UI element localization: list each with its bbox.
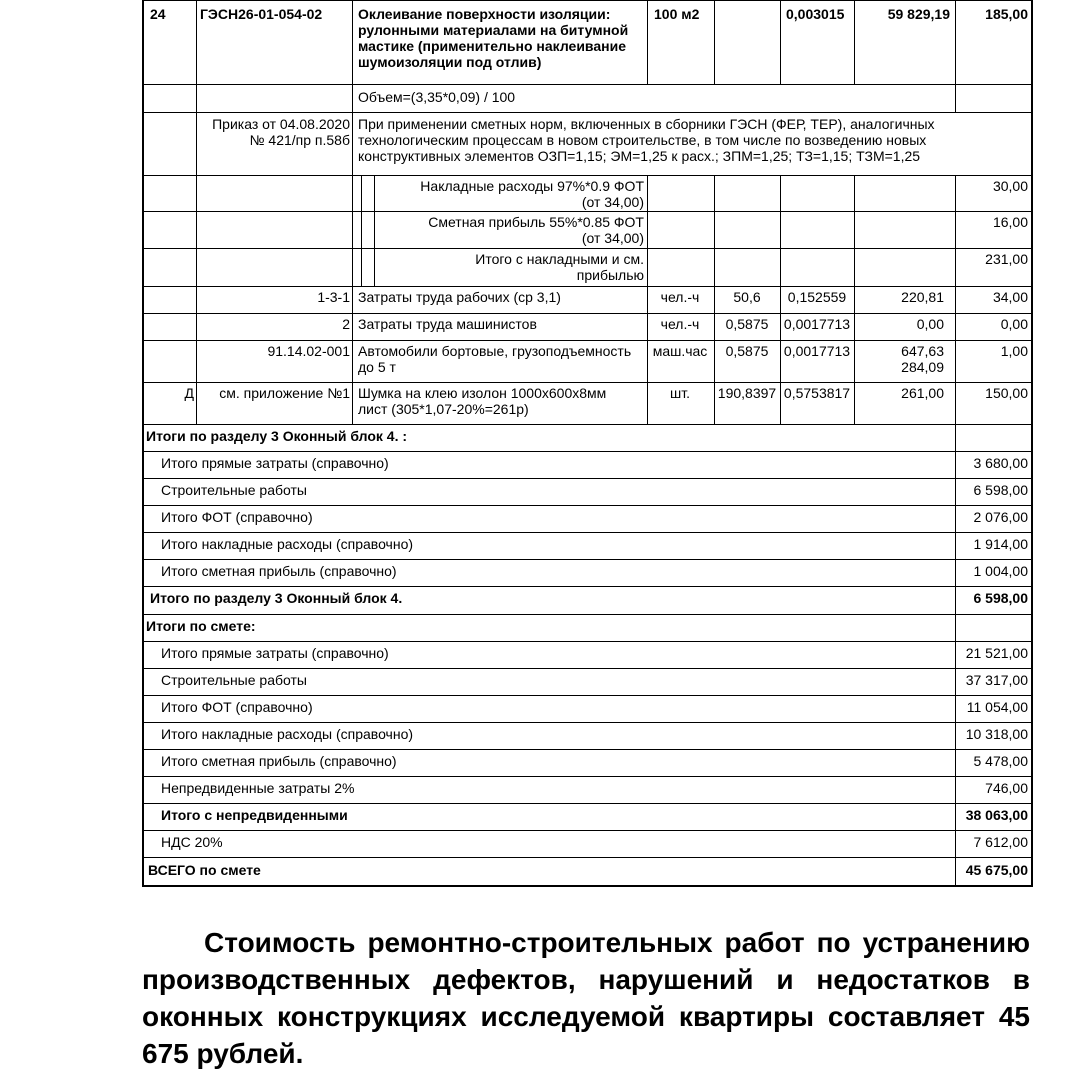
col-line-order-1	[352, 112, 353, 175]
section-row-label: Итого накладные расходы (справочно)	[161, 536, 414, 552]
col-line-vol-total	[955, 84, 956, 112]
col-line-top-6	[955, 0, 956, 84]
row-line-20	[142, 695, 1033, 696]
row-line-9	[142, 382, 1033, 383]
resource-price: 284,09	[901, 359, 944, 375]
item-name: рулонными материалами на битумной	[358, 22, 629, 38]
row-line-24	[142, 803, 1033, 804]
resource-qty: 0,152559	[787, 289, 847, 305]
row-line-21	[142, 722, 1033, 723]
with-overhead-total: 231,00	[985, 251, 1028, 267]
section-row-label: Итого сметная прибыль (справочно)	[161, 563, 397, 579]
section-title: Итоги по разделу 3 Оконный блок 4. :	[146, 428, 408, 444]
col-line-vol-1	[352, 84, 353, 112]
row-line-11	[142, 451, 1033, 452]
profit-total: 16,00	[992, 214, 1028, 230]
section-row-label: Итого прямые затраты (справочно)	[161, 455, 389, 471]
overhead-total: 30,00	[992, 178, 1028, 194]
row-line-8	[142, 340, 1033, 341]
material-mark: Д	[184, 385, 194, 401]
resource-name: до 5 т	[358, 359, 396, 375]
estimate-row-value: 38 063,00	[965, 807, 1028, 823]
item-code: ГЭСН26-01-054-02	[200, 6, 323, 22]
col-line-top-2	[647, 0, 648, 84]
estimate-row-label: Итого ФОТ (справочно)	[161, 699, 313, 715]
row-line-16	[142, 586, 1033, 587]
estimate-row-value: 11 054,00	[966, 699, 1028, 715]
estimate-row-value: 21 521,00	[965, 645, 1028, 661]
row-line-13	[142, 505, 1033, 506]
row-line-5	[142, 248, 1033, 249]
col-line-res-3	[714, 286, 715, 424]
row-line-15	[142, 559, 1033, 560]
col-line-ovh-0	[196, 175, 197, 286]
col-line-res-5	[854, 286, 855, 424]
section-total-label: Итого по разделу 3 Оконный блок 4.	[150, 590, 403, 606]
resource-price: 0,00	[916, 316, 944, 332]
col-line-ovh-8	[955, 175, 956, 286]
estimate-row-label: Итого прямые затраты (справочно)	[161, 645, 389, 661]
resource-norm: 50,6	[733, 289, 761, 305]
resource-name: Автомобили бортовые, грузоподъемность	[358, 343, 632, 359]
resource-norm: 0,5875	[725, 343, 769, 359]
resource-unit: чел.-ч	[660, 289, 700, 305]
estimate-row-label: Строительные работы	[161, 672, 307, 688]
material-code: см. приложение №1	[219, 385, 350, 401]
row-line-19	[142, 668, 1033, 669]
profit-label: (от 34,00)	[581, 230, 644, 246]
col-line-top-4	[780, 0, 781, 84]
section-row-label: Строительные работы	[161, 482, 307, 498]
row-line-2	[142, 112, 1033, 113]
resource-norm: 0,5875	[725, 316, 769, 332]
estimate-row-value: 746,00	[985, 780, 1028, 796]
material-total: 150,00	[985, 385, 1028, 401]
row-line-4	[142, 211, 1033, 212]
material-name: лист (305*1,07-20%=261р)	[358, 401, 529, 417]
col-line-top-1	[352, 0, 353, 84]
row-line-25	[142, 830, 1033, 831]
resource-total: 0,00	[1000, 316, 1028, 332]
row-line-14	[142, 532, 1033, 533]
col-line-top-5	[854, 0, 855, 84]
estimate-grand-value: 45 675,00	[965, 862, 1028, 878]
item-total: 185,00	[985, 6, 1028, 22]
col-line-ovh-4	[647, 175, 648, 286]
resource-unit: маш.час	[652, 343, 708, 359]
resource-total: 1,00	[1000, 343, 1028, 359]
col-line-top-3	[714, 0, 715, 84]
item-name: шумоизоляции под отлив)	[358, 54, 542, 70]
item-price: 59 829,19	[887, 6, 950, 22]
estimate-row-label: Итого накладные расходы (справочно)	[161, 726, 414, 742]
resource-code: 2	[342, 316, 350, 332]
row-line-17	[142, 614, 1033, 615]
estimate-row-value: 10 318,00	[965, 726, 1028, 742]
section-row-value: 1 004,00	[973, 563, 1028, 579]
col-line-ovh-1	[352, 175, 353, 286]
resource-name: Затраты труда машинистов	[358, 316, 537, 332]
overhead-label: (от 34,00)	[581, 194, 644, 210]
row-line-6	[142, 286, 1033, 287]
item-order-text: При применении сметных норм, включенных в сборники ГЭСН (ФЕР, ТЕР), аналогичных	[358, 116, 935, 132]
resource-price: 647,63	[901, 343, 944, 359]
estimate-grand-label: ВСЕГО по смете	[148, 862, 261, 878]
material-norm: 190,8397	[717, 385, 777, 401]
resource-price: 220,81	[901, 289, 944, 305]
estimate-row-value: 7 612,00	[973, 834, 1028, 850]
col-line-res-0	[196, 286, 197, 424]
row-line-1	[142, 84, 1033, 85]
section-total-value: 6 598,00	[973, 590, 1028, 606]
resource-code: 1-3-1	[317, 289, 350, 305]
item-order: Приказ от 04.08.2020	[212, 116, 350, 132]
estimate-row-label: НДС 20%	[161, 834, 223, 850]
item-qty: 0,003015	[786, 6, 845, 22]
material-qty: 0,5753817	[783, 385, 851, 401]
col-line-ovh-5	[714, 175, 715, 286]
resource-qty: 0,0017713	[783, 343, 851, 359]
section-row-value: 2 076,00	[973, 509, 1028, 525]
estimate-row-label: Итого с непредвиденными	[161, 807, 348, 823]
material-name: Шумка на клею изолон 1000х600х8мм	[358, 385, 607, 401]
row-line-26	[142, 857, 1033, 858]
item-name: мастике (применительно наклеивание	[358, 38, 626, 54]
col-line-res-6	[955, 286, 956, 424]
row-line-3	[142, 175, 1033, 176]
item-number: 24	[150, 6, 166, 22]
row-line-0	[142, 0, 1033, 1]
section-row-label: Итого ФОТ (справочно)	[161, 509, 313, 525]
col-line-ovh-2	[361, 175, 362, 286]
resource-code: 91.14.02-001	[267, 343, 350, 359]
col-line-ovh-7	[854, 175, 855, 286]
col-line-vol-0	[196, 84, 197, 112]
with-overhead-label: прибылью	[576, 267, 644, 283]
row-line-7	[142, 313, 1033, 314]
conclusion-body: Стоимость ремонтно-строительных работ по устранению производственных дефектов, нарушений и недостатков в оконных конструкциях исследуемой квартиры составляет 45 675 рублей.	[142, 927, 1030, 1069]
table-right-border	[1031, 0, 1033, 886]
row-line-12	[142, 478, 1033, 479]
col-line-ovh-6	[780, 175, 781, 286]
table-left-border	[142, 0, 144, 886]
profit-label: Сметная прибыль 55%*0.85 ФОТ	[428, 214, 644, 230]
item-order: № 421/пр п.58б	[249, 132, 350, 148]
conclusion-text	[142, 924, 1030, 1072]
col-line-ovh-3	[374, 175, 375, 286]
row-line-10	[142, 424, 1033, 425]
section-row-value: 3 680,00	[973, 455, 1028, 471]
col-line-res-1	[352, 286, 353, 424]
resource-name: Затраты труда рабочих (ср 3,1)	[358, 289, 561, 305]
with-overhead-label: Итого с накладными и см.	[475, 251, 644, 267]
item-order-text: технологическим процессам в новом строительстве, в том числе по возведению новых	[358, 132, 927, 148]
row-line-23	[142, 776, 1033, 777]
section-row-value: 6 598,00	[973, 482, 1028, 498]
estimate-row-label: Итого сметная прибыль (справочно)	[161, 753, 397, 769]
item-order-text: конструктивных элементов ОЗП=1,15; ЭМ=1,25 к расх.; ЗПМ=1,25; ТЗ=1,15; ТЗМ=1,25	[358, 148, 921, 164]
col-line-summary-value	[955, 424, 956, 886]
estimate-title: Итоги по смете:	[146, 618, 256, 634]
material-price: 261,00	[901, 385, 944, 401]
row-line-22	[142, 749, 1033, 750]
overhead-label: Накладные расходы 97%*0.9 ФОТ	[420, 178, 644, 194]
item-name: Оклеивание поверхности изоляции:	[358, 6, 611, 22]
item-volume: Объем=(3,35*0,09) / 100	[358, 89, 516, 105]
estimate-row-label: Непредвиденные затраты 2%	[161, 780, 355, 796]
resource-total: 34,00	[992, 289, 1028, 305]
col-line-res-4	[780, 286, 781, 424]
table-bottom-border	[142, 885, 1033, 887]
estimate-row-value: 5 478,00	[973, 753, 1028, 769]
resource-qty: 0,0017713	[783, 316, 851, 332]
estimate-row-value: 37 317,00	[965, 672, 1028, 688]
item-unit: 100 м2	[654, 6, 700, 22]
material-unit: шт.	[670, 385, 690, 401]
section-row-value: 1 914,00	[973, 536, 1028, 552]
col-line-top-0	[196, 0, 197, 84]
resource-unit: чел.-ч	[660, 316, 700, 332]
row-line-18	[142, 641, 1033, 642]
